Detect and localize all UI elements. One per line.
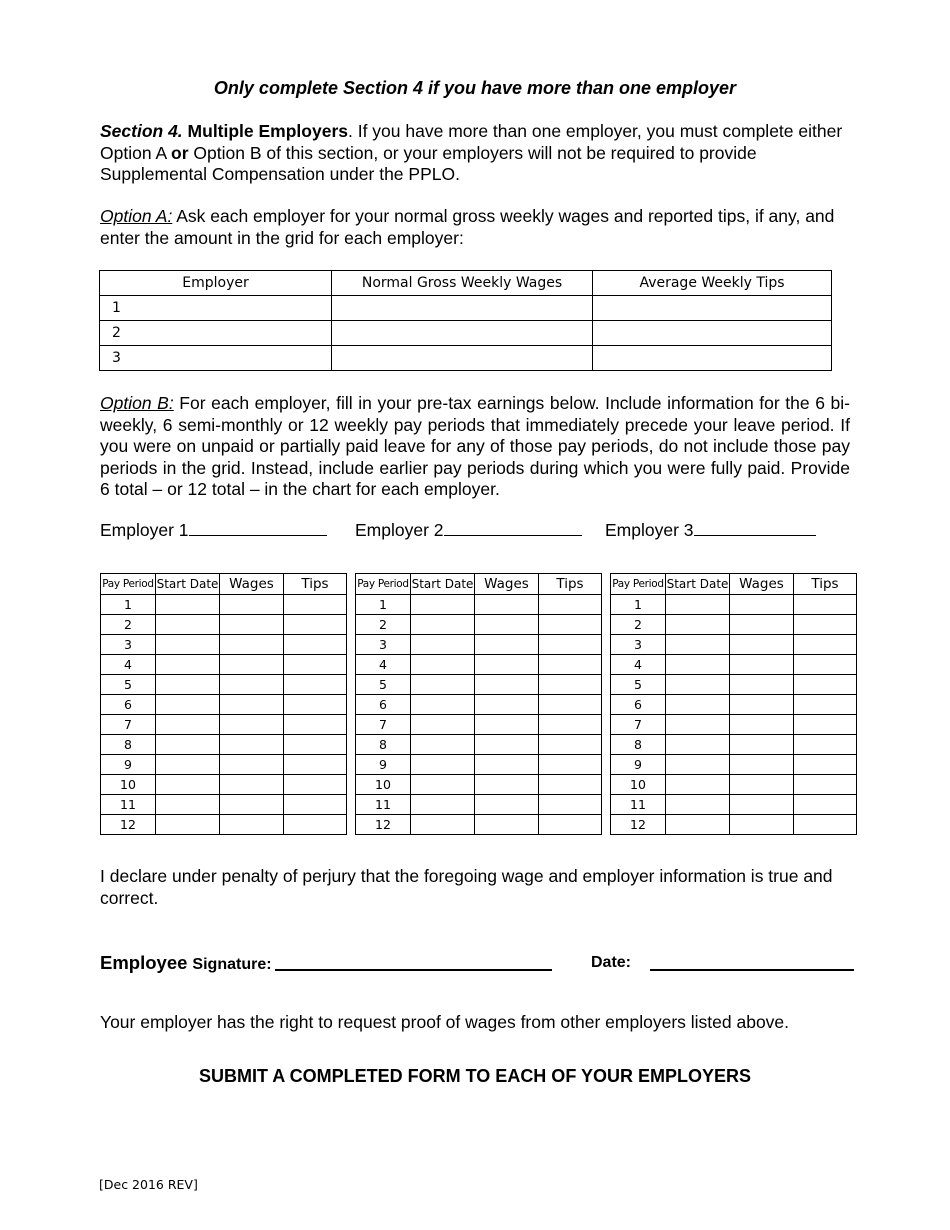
tips-field[interactable] [539,755,602,775]
gross-wages-field[interactable] [332,296,593,321]
employee-label: Employee [100,952,188,973]
tips-field[interactable] [539,595,602,615]
wages-field[interactable] [730,775,794,795]
col-pay-period: Pay Period [611,574,666,595]
col-start-date: Start Date [156,574,220,595]
start-date-field[interactable] [666,775,730,795]
start-date-field[interactable] [666,815,730,835]
table-row [101,675,347,695]
table-row [100,296,832,321]
table-row [611,675,857,695]
wages-field[interactable] [475,615,539,635]
tips-field[interactable] [284,815,347,835]
table-header-row [101,574,347,595]
table-row [611,695,857,715]
start-date-field[interactable] [156,675,220,695]
tips-field[interactable] [284,755,347,775]
table-row [611,655,857,675]
pay-period-number: 6 [611,695,666,715]
pay-period-number: 1 [101,595,156,615]
tips-field[interactable] [593,321,832,346]
pay-period-number: 9 [611,755,666,775]
intro-text-a: . If you have more than one employer, you must complete either Option A [100,121,843,163]
option-a-table [99,270,832,371]
start-date-field[interactable] [156,735,220,755]
start-date-field[interactable] [666,735,730,755]
table-row [101,695,347,715]
tips-field[interactable] [539,735,602,755]
start-date-field[interactable] [411,615,475,635]
signature-label: Signature: [192,956,272,973]
pay-period-number: 9 [356,755,411,775]
employer-1-name-field[interactable] [189,521,327,536]
start-date-field[interactable] [411,675,475,695]
pay-period-number: 12 [101,815,156,835]
table-row [101,735,347,755]
col-tips: Average Weekly Tips [593,271,832,296]
wages-field[interactable] [730,635,794,655]
wages-field[interactable] [730,715,794,735]
start-date-field[interactable] [411,815,475,835]
table-row [101,795,347,815]
wages-field[interactable] [475,635,539,655]
col-wages: Wages [475,574,539,595]
col-start-date: Start Date [666,574,730,595]
pay-period-number: 1 [611,595,666,615]
col-tips: Tips [284,574,347,595]
tips-field[interactable] [539,695,602,715]
tips-field[interactable] [284,695,347,715]
table-row [356,735,602,755]
pay-period-number: 10 [356,775,411,795]
wages-field[interactable] [730,695,794,715]
tips-field[interactable] [539,815,602,835]
wages-field[interactable] [220,815,284,835]
date-label: Date: [591,954,632,971]
pay-period-number: 8 [356,735,411,755]
table-row [101,655,347,675]
wages-field[interactable] [475,675,539,695]
section-title: Multiple Employers [187,121,348,141]
pay-period-number: 4 [101,655,156,675]
tips-field[interactable] [794,675,857,695]
start-date-field[interactable] [666,715,730,735]
tips-field[interactable] [539,715,602,735]
employer-2-name-field[interactable] [444,521,582,536]
col-pay-period: Pay Period [101,574,156,595]
table-row [356,715,602,735]
table-row [100,346,832,371]
gross-wages-field[interactable] [332,346,593,371]
pay-period-number: 3 [611,635,666,655]
wages-field[interactable] [220,795,284,815]
start-date-field[interactable] [411,775,475,795]
employer-2-name-line [355,520,582,541]
intro-text-b: Option B of this section, or your employers will not be required to provide Supplemental Compensation under the PPLO. [100,142,757,184]
wages-field[interactable] [220,595,284,615]
start-date-field[interactable] [156,655,220,675]
table-row [356,795,602,815]
start-date-field[interactable] [411,795,475,815]
pay-period-number: 12 [611,815,666,835]
start-date-field[interactable] [666,675,730,695]
pay-period-number: 1 [356,595,411,615]
tips-field[interactable] [284,635,347,655]
pay-period-number: 8 [101,735,156,755]
pay-period-number: 10 [101,775,156,795]
option-b-label: Option B: [100,393,174,413]
pay-period-number: 10 [611,775,666,795]
tips-field[interactable] [794,815,857,835]
wages-field[interactable] [220,735,284,755]
section-number: Section 4. [100,121,183,141]
wages-field[interactable] [220,615,284,635]
signature-field[interactable] [275,969,552,971]
start-date-field[interactable] [156,795,220,815]
start-date-field[interactable] [156,595,220,615]
tips-field[interactable] [284,655,347,675]
pay-period-number: 12 [356,815,411,835]
table-row [611,715,857,735]
wages-field[interactable] [475,795,539,815]
table-row [611,735,857,755]
tips-field[interactable] [539,655,602,675]
employer-3-pay-table [610,573,857,835]
pay-period-number: 9 [101,755,156,775]
pay-period-number: 5 [611,675,666,695]
employer-3-name-field[interactable] [694,521,816,536]
start-date-field[interactable] [411,655,475,675]
start-date-field[interactable] [666,795,730,815]
col-wages: Wages [220,574,284,595]
wages-field[interactable] [730,675,794,695]
employer-3-label: Employer 3 [605,520,694,540]
pay-period-number: 4 [611,655,666,675]
table-row [611,635,857,655]
start-date-field[interactable] [411,635,475,655]
start-date-field[interactable] [666,655,730,675]
wages-field[interactable] [475,735,539,755]
tips-field[interactable] [539,795,602,815]
pay-period-number: 2 [611,615,666,635]
table-row [356,595,602,615]
pay-period-number: 7 [611,715,666,735]
wages-field[interactable] [220,655,284,675]
tips-field[interactable] [284,615,347,635]
start-date-field[interactable] [666,755,730,775]
start-date-field[interactable] [156,755,220,775]
start-date-field[interactable] [156,615,220,635]
pay-period-number: 11 [356,795,411,815]
option-a-text: Ask each employer for your normal gross weekly wages and reported tips, if any, and enter the amount in the grid for each employer: [100,206,835,248]
wages-field[interactable] [475,775,539,795]
col-employer: Employer [100,271,332,296]
tips-field[interactable] [284,715,347,735]
section-4-intro [100,121,850,186]
col-start-date: Start Date [411,574,475,595]
pay-period-number: 2 [101,615,156,635]
pay-period-number: 2 [356,615,411,635]
col-tips: Tips [794,574,857,595]
wages-field[interactable] [475,815,539,835]
option-b-instructions [100,393,850,501]
pay-period-number: 6 [101,695,156,715]
submit-instruction: SUBMIT A COMPLETED FORM TO EACH OF YOUR EMPLOYERS [198,1066,752,1086]
col-tips: Tips [539,574,602,595]
col-gross-wages: Normal Gross Weekly Wages [332,271,593,296]
option-a-instructions [100,206,850,249]
tips-field[interactable] [284,595,347,615]
table-row [356,815,602,835]
table-header-row [356,574,602,595]
wages-field[interactable] [730,755,794,775]
wages-field[interactable] [730,795,794,815]
proof-note: Your employer has the right to request proof of wages from other employers listed above. [100,1012,790,1032]
table-row [101,715,347,735]
table-row [611,755,857,775]
employer-1-pay-table [100,573,347,835]
gross-wages-field[interactable] [332,321,593,346]
tips-field[interactable] [794,595,857,615]
tips-field[interactable] [794,695,857,715]
table-row [611,775,857,795]
pay-period-number: 3 [101,635,156,655]
pay-period-number: 7 [101,715,156,735]
tips-field[interactable] [794,775,857,795]
table-row [356,635,602,655]
tips-field[interactable] [284,775,347,795]
table-row [101,635,347,655]
start-date-field[interactable] [666,695,730,715]
start-date-field[interactable] [666,615,730,635]
wages-field[interactable] [475,655,539,675]
tips-field[interactable] [593,346,832,371]
pay-period-number: 3 [356,635,411,655]
employer-1-name-line [100,520,327,541]
pay-period-number: 8 [611,735,666,755]
tips-field[interactable] [284,795,347,815]
pay-period-number: 5 [356,675,411,695]
signature-row [100,952,272,974]
date-field[interactable] [650,969,854,971]
table-row [611,595,857,615]
revision-label: [Dec 2016 REV] [99,1177,198,1192]
table-row [611,815,857,835]
table-header-row [100,271,832,296]
wages-field[interactable] [220,775,284,795]
table-row [356,755,602,775]
tips-field[interactable] [284,735,347,755]
start-date-field[interactable] [411,695,475,715]
wages-field[interactable] [730,815,794,835]
start-date-field[interactable] [156,715,220,735]
start-date-field[interactable] [411,755,475,775]
table-row [356,615,602,635]
pay-period-number: 4 [356,655,411,675]
tips-field[interactable] [794,615,857,635]
tips-field[interactable] [284,675,347,695]
start-date-field[interactable] [666,595,730,615]
table-row [356,695,602,715]
table-row [101,595,347,615]
tips-field[interactable] [593,296,832,321]
start-date-field[interactable] [411,715,475,735]
tips-field[interactable] [794,735,857,755]
table-row [101,775,347,795]
wages-field[interactable] [220,755,284,775]
wages-field[interactable] [220,675,284,695]
start-date-field[interactable] [156,635,220,655]
employer-number: 1 [100,296,332,321]
tips-field[interactable] [794,655,857,675]
table-row [356,675,602,695]
table-row [101,815,347,835]
wages-field[interactable] [220,635,284,655]
option-b-text: For each employer, fill in your pre-tax earnings below. Include information for the 6 bi-weekly, 6 semi-monthly or 12 weekly pay periods that immediately precede your leave period. If you were on unpaid or partially paid leave for any of those pay periods, do not include those pay periods in the grid. Instead, include earlier pay periods during which you were fully paid. Provide 6 total – or 12 total – in the chart for each employer. [100,393,850,499]
employer-2-label: Employer 2 [355,520,444,540]
tips-field[interactable] [539,775,602,795]
wages-field[interactable] [475,715,539,735]
table-row [356,655,602,675]
start-date-field[interactable] [411,735,475,755]
pay-period-number: 11 [611,795,666,815]
table-row [356,775,602,795]
employer-number: 2 [100,321,332,346]
start-date-field[interactable] [666,635,730,655]
table-row [611,615,857,635]
col-wages: Wages [730,574,794,595]
wages-field[interactable] [730,615,794,635]
table-header-row [611,574,857,595]
tips-field[interactable] [539,675,602,695]
employer-1-label: Employer 1 [100,520,189,540]
wages-field[interactable] [730,595,794,615]
employer-2-pay-table [355,573,602,835]
wages-field[interactable] [730,655,794,675]
wages-field[interactable] [220,695,284,715]
employer-3-name-line [605,520,816,541]
employer-number: 3 [100,346,332,371]
start-date-field[interactable] [411,595,475,615]
tips-field[interactable] [794,715,857,735]
pay-period-number: 5 [101,675,156,695]
wages-field[interactable] [475,695,539,715]
tips-field[interactable] [794,635,857,655]
table-row [101,615,347,635]
table-row [611,795,857,815]
intro-or: or [171,142,189,163]
start-date-field[interactable] [156,775,220,795]
declaration: I declare under penalty of perjury that the foregoing wage and employer information is true and correct. [100,866,833,908]
pay-period-number: 7 [356,715,411,735]
wages-field[interactable] [220,715,284,735]
col-pay-period: Pay Period [356,574,411,595]
start-date-field[interactable] [156,695,220,715]
start-date-field[interactable] [156,815,220,835]
tips-field[interactable] [539,635,602,655]
tips-field[interactable] [794,795,857,815]
wages-field[interactable] [475,755,539,775]
pay-period-number: 6 [356,695,411,715]
tips-field[interactable] [794,755,857,775]
tips-field[interactable] [539,615,602,635]
option-a-label: Option A: [100,206,173,226]
wages-field[interactable] [475,595,539,615]
section-notice: Only complete Section 4 if you have more than one employer [213,78,737,98]
pay-period-number: 11 [101,795,156,815]
table-row [101,755,347,775]
wages-field[interactable] [730,735,794,755]
table-row [100,321,832,346]
